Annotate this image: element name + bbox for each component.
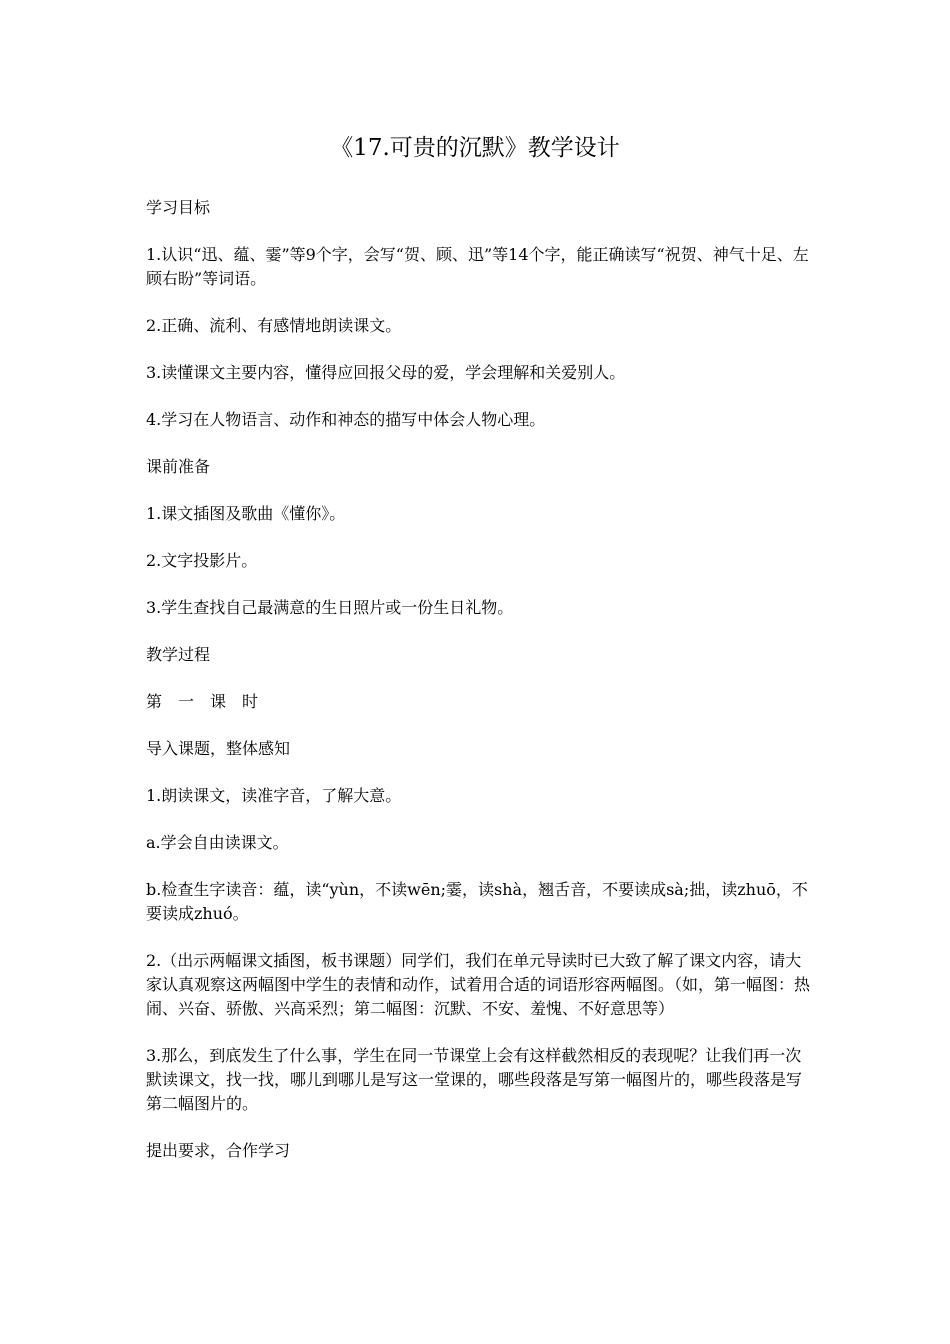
step-item: 2.（出示两幅课文插图，板书课题）同学们，我们在单元导读时已大致了解了课文内容，请大家认真观察这两幅图中学生的表情和动作，试着用合适的词语形容两幅图。（如，第一幅图：热闹、兴奋、骄傲、兴高采烈；第二幅图：沉默、不安、羞愧、不好意思等） bbox=[146, 951, 811, 1018]
document-title: 《17.可贵的沉默》教学设计 bbox=[330, 135, 620, 161]
objective-item: 1.认识“迅、蕴、霎”等9个字，会写“贺、顾、迅”等14个字，能正确读写“祝贺、神气十足、左顾右盼”等词语。 bbox=[146, 245, 809, 288]
objective-item: 4.学习在人物语言、动作和神态的描写中体会人物心理。 bbox=[146, 410, 546, 429]
preparation-item: 3.学生查找自己最满意的生日照片或一份生日礼物。 bbox=[146, 598, 514, 617]
preparation-item: 2.文字投影片。 bbox=[146, 551, 258, 570]
step-heading: 导入课题，整体感知 bbox=[146, 739, 291, 758]
objective-item: 2.正确、流利、有感情地朗读课文。 bbox=[146, 316, 402, 335]
lesson-period-heading: 第 一 课 时 bbox=[146, 692, 259, 711]
step-item: 3.那么，到底发生了什么事，学生在同一节课堂上会有这样截然相反的表现呢？让我们再一次默读课文，找一找，哪儿到哪儿是写这一堂课的，哪些段落是写第一幅图片的，哪些段落是写第二幅图片的。 bbox=[146, 1046, 803, 1113]
section-heading-process: 教学过程 bbox=[146, 645, 211, 664]
step-subitem: a.学会自由读课文。 bbox=[146, 833, 289, 852]
objective-item: 3.读懂课文主要内容，懂得应回报父母的爱，学会理解和关爱别人。 bbox=[146, 363, 626, 382]
section-heading-preparation: 课前准备 bbox=[146, 457, 211, 476]
document-body bbox=[146, 196, 810, 1186]
step-item: 1.朗读课文，读准字音，了解大意。 bbox=[146, 786, 402, 805]
preparation-item: 1.课文插图及歌曲《懂你》。 bbox=[146, 504, 346, 523]
step-subitem: b.检查生字读音：蕴，读“yùn，不读wēn;霎，读shà，翘舌音，不要读成sà;拙，读zhuō，不要读成zhuó。 bbox=[146, 880, 808, 923]
section-heading-objectives: 学习目标 bbox=[146, 198, 211, 217]
step-heading: 提出要求，合作学习 bbox=[146, 1141, 291, 1160]
